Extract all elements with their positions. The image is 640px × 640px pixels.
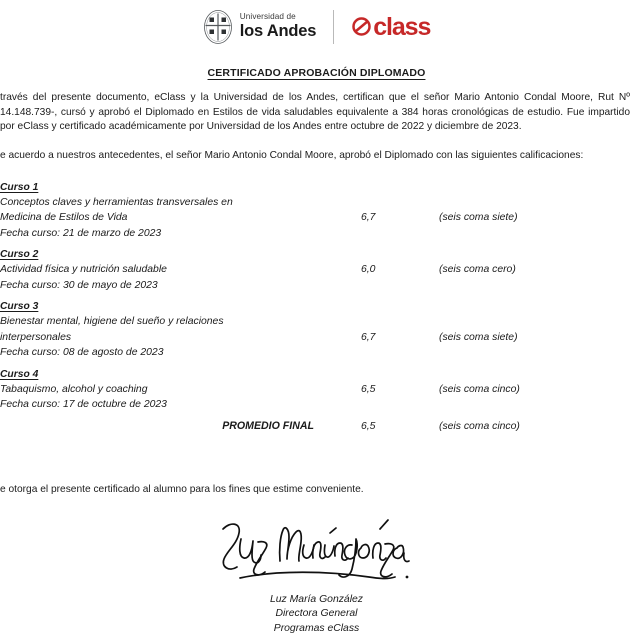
course-body xyxy=(0,314,640,361)
course-heading: Curso 2 xyxy=(0,249,39,261)
course-grade-words: (seis coma siete) xyxy=(439,331,518,343)
promedio-final-grade-words: (seis coma cinco) xyxy=(439,420,520,432)
course-grade: 6,7 xyxy=(361,331,376,343)
universidad-de-los-andes-logo xyxy=(203,9,316,45)
signature-block xyxy=(0,515,640,637)
eclass-wordmark: class xyxy=(373,13,431,41)
course-grade-words: (seis coma siete) xyxy=(439,212,518,224)
course-details xyxy=(0,195,361,242)
course-details xyxy=(0,262,361,293)
course-grade-words: (seis coma cinco) xyxy=(439,383,520,395)
course-date: Fecha curso: 08 de agosto de 2023 xyxy=(0,347,164,359)
document-header xyxy=(0,0,640,44)
intro-paragraph: través del presente documento, eClass y la Universidad de los Andes, certifican que el señor Mario Antonio Condal Moore, Rut Nº 14.148.739-, cursó y aprobó el Diplomado en Estilos de vida saludables equivalente a 384 horas cronológicas de estudio. Fue impartido por eClass y certificado académicamente por Universidad de los Andes entre octubre de 2022 y diciembre de 2023. xyxy=(0,92,630,133)
course-name-line1: Conceptos claves y herramientas transversales en xyxy=(0,196,233,208)
course-grade: 6,7 xyxy=(361,212,376,224)
vertical-divider xyxy=(333,10,334,44)
course-details xyxy=(0,314,361,361)
course-body xyxy=(0,262,640,293)
promedio-final-grade: 6,5 xyxy=(361,420,376,432)
course-details xyxy=(0,382,361,413)
uandes-shield-icon xyxy=(203,9,233,45)
promedio-final-row xyxy=(0,419,640,435)
course-date: Fecha curso: 30 de mayo de 2023 xyxy=(0,279,158,291)
course-row xyxy=(0,180,640,242)
signatory-details xyxy=(0,593,640,637)
course-heading: Curso 1 xyxy=(0,181,39,193)
signatory-name: Luz María González xyxy=(270,593,363,605)
course-row xyxy=(0,299,640,361)
course-name-line2: Medicina de Estilos de Vida xyxy=(0,212,128,224)
course-date: Fecha curso: 17 de octubre de 2023 xyxy=(0,399,167,411)
course-row xyxy=(0,247,640,293)
spacer xyxy=(0,434,640,483)
handwritten-signature-icon xyxy=(217,515,417,581)
uandes-wordmark-line1: Universidad de xyxy=(239,12,296,22)
acuerdo-paragraph: e acuerdo a nuestros antecedentes, el señor Mario Antonio Condal Moore, aprobó el Diplomado con las siguientes calificaciones: xyxy=(0,150,584,162)
course-name-line1: Tabaquismo, alcohol y coaching xyxy=(0,383,148,395)
otorga-paragraph: e otorga el presente certificado al alumno para los fines que estime conveniente. xyxy=(0,484,364,496)
course-row xyxy=(0,367,640,413)
signatory-org: Programas eClass xyxy=(273,622,360,634)
uandes-wordmark xyxy=(240,13,316,40)
course-name-line1: Bienestar mental, higiene del sueño y relaciones xyxy=(0,316,224,328)
signatory-role: Directora General xyxy=(275,608,358,620)
promedio-final-label: PROMEDIO FINAL xyxy=(222,419,314,432)
eclass-e-mark-icon xyxy=(351,16,372,37)
course-body xyxy=(0,382,640,413)
uandes-wordmark-line2: los Andes xyxy=(239,22,317,41)
course-date: Fecha curso: 21 de marzo de 2023 xyxy=(0,227,162,239)
course-grade: 6,5 xyxy=(361,383,376,395)
courses-table xyxy=(0,180,640,435)
course-grade-words: (seis coma cero) xyxy=(439,264,516,276)
eclass-logo xyxy=(351,14,430,39)
page-title: CERTIFICADO APROBACIÓN DIPLOMADO xyxy=(207,67,426,79)
course-name-line1: Actividad física y nutrición saludable xyxy=(0,264,167,276)
course-grade: 6,0 xyxy=(361,264,376,276)
course-body xyxy=(0,195,640,242)
course-heading: Curso 3 xyxy=(0,301,39,313)
course-heading: Curso 4 xyxy=(0,368,39,380)
course-name-line2: interpersonales xyxy=(0,331,72,343)
